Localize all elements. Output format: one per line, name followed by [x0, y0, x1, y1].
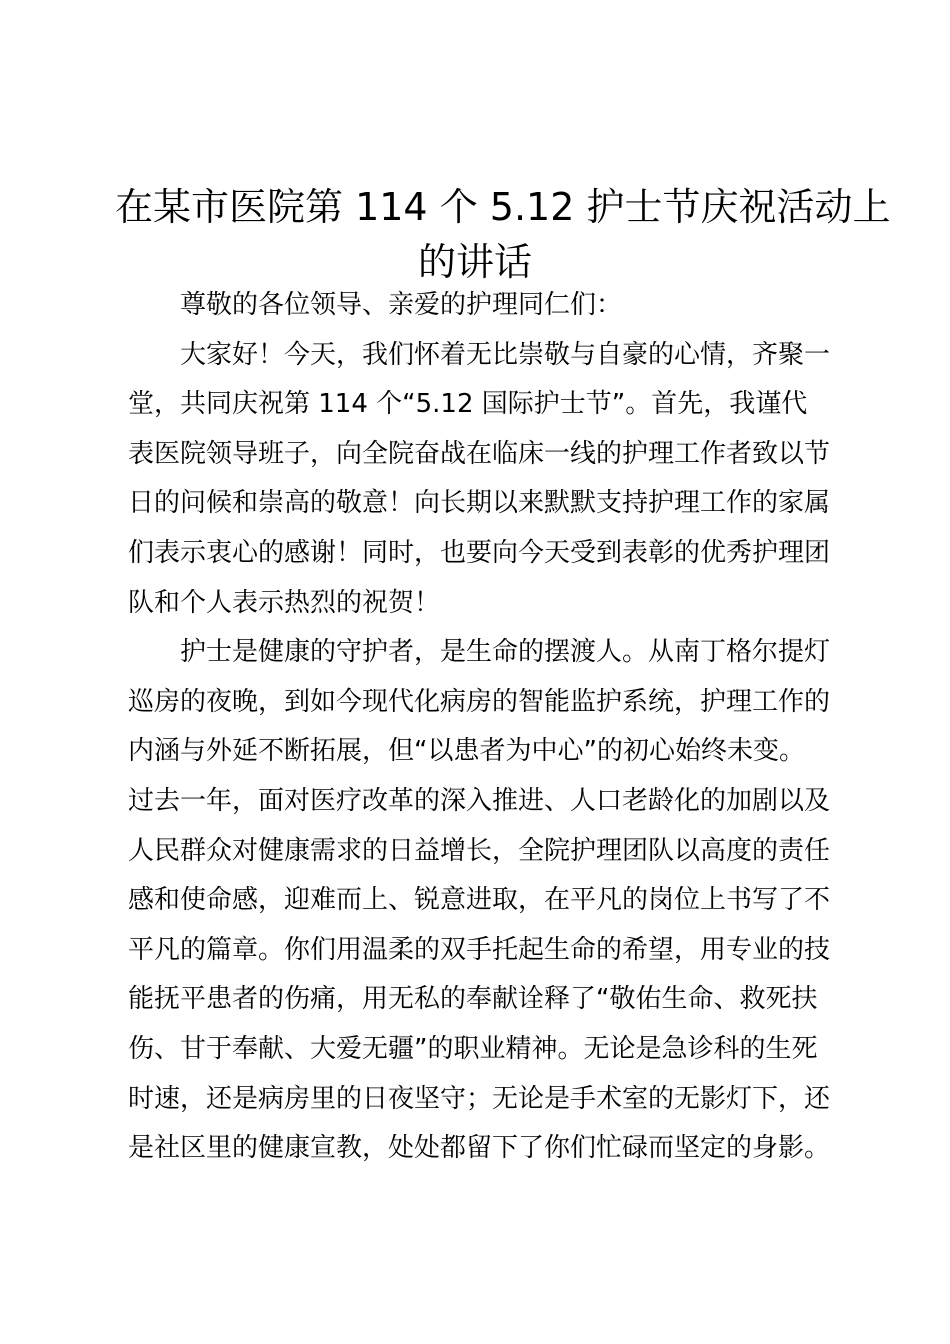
paragraph-line: 伤、甘于奉献、大爱无疆”的职业精神。无论是急诊科的生死: [128, 1033, 818, 1064]
paragraph-line: 大家好！今天，我们怀着无比崇敬与自豪的心情，齐聚一: [180, 339, 831, 370]
paragraph-line: 时速，还是病房里的日夜坚守；无论是手术室的无影灯下，还: [128, 1083, 831, 1114]
salutation-line: 尊敬的各位领导、亲爱的护理同仁们：: [180, 290, 623, 320]
paragraph-line: 护士是健康的守护者，是生命的摆渡人。从南丁格尔提灯: [180, 637, 831, 668]
paragraph-line: 平凡的篇章。你们用温柔的双手托起生命的希望，用专业的技: [128, 934, 831, 965]
paragraph-line: 们表示衷心的感谢！同时，也要向今天受到表彰的优秀护理团: [128, 537, 831, 568]
document-title: [115, 180, 891, 290]
paragraph-line: 表医院领导班子，向全院奋战在临床一线的护理工作者致以节: [128, 438, 831, 469]
paragraph-line: 巡房的夜晚，到如今现代化病房的智能监护系统，护理工作的: [128, 686, 831, 717]
paragraph-line: 堂，共同庆祝第 114 个“5.12 国际护士节”。首先，我谨代: [128, 389, 808, 420]
paragraph-line: 过去一年，面对医疗改革的深入推进、人口老龄化的加剧以及: [128, 785, 831, 816]
document-body: [128, 281, 838, 1174]
paragraph-line: 感和使命感，迎难而上、锐意进取，在平凡的岗位上书写了不: [128, 885, 831, 916]
paragraph-line: 日的问候和崇高的敬意！向长期以来默默支持护理工作的家属: [128, 488, 831, 519]
title-line-2: 的讲话: [417, 240, 532, 284]
paragraph-line: 能抚平患者的伤痛，用无私的奉献诠释了“敬佑生命、救死扶: [128, 984, 818, 1015]
paragraph-line: 是社区里的健康宣教，处处都留下了你们忙碌而坚定的身影。: [128, 1133, 831, 1164]
paragraph-line: 内涵与外延不断拓展，但“以患者为中心”的初心始终未变。: [128, 736, 805, 767]
paragraph-line: 人民群众对健康需求的日益增长，全院护理团队以高度的责任: [128, 835, 831, 866]
paragraph-line: 队和个人表示热烈的祝贺！: [128, 587, 441, 618]
title-line-1: 在某市医院第 114 个 5.12 护士节庆祝活动上: [115, 185, 891, 229]
